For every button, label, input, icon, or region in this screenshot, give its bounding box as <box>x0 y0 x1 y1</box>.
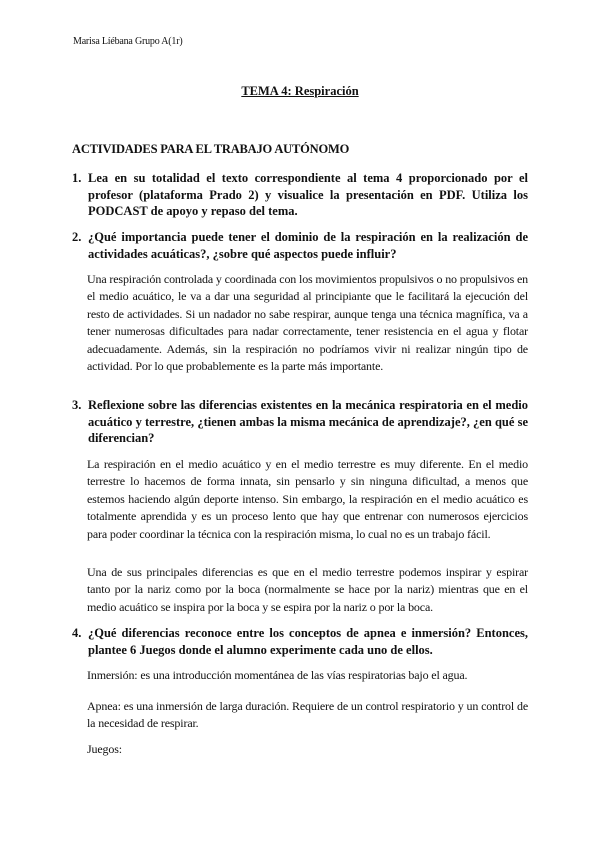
question-1 <box>72 170 528 220</box>
question-number: 1. <box>72 171 82 185</box>
answer-3-paragraph-2: Una de sus principales diferencias es que en el medio terrestre podemos inspirar y espirar tanto por la nariz como por la boca (normalmente se hace por la nariz) mientras que en el medio acuático se inspira por la boca y se espira por la nariz o por la boca. <box>87 565 528 614</box>
question-text: ¿Qué diferencias reconoce entre los conceptos de apnea e inmersión? Entonces, plantee 6 Juegos donde el alumno experimente cada uno de ellos. <box>88 626 528 657</box>
answer-2-paragraph: Una respiración controlada y coordinada con los movimientos propulsivos o no propulsivos en el medio acuático, le va a dar una seguridad al principiante que le facilitará la ejecución del resto de actividades. Si un nadador no sabe respirar, aunque tenga una técnica magnífica, va a tener numerosas dificultades para nadar correctamente, tener resistencia en el agua y flotar adecuadamente. Además, sin la respiración no podríamos vivir ni realizar ningún tipo de actividad. Por lo que probablemente es la parte más importante. <box>87 272 528 374</box>
question-text: Lea en su totalidad el texto correspondiente al tema 4 proporcionado por el profesor (plataforma Prado 2) y visualice la presentación en PDF. Utiliza los PODCAST de apoyo y repaso del tema. <box>88 171 528 218</box>
question-4 <box>72 625 528 658</box>
question-text: Reflexione sobre las diferencias existentes en la mecánica respiratoria en el medio acuático y terrestre, ¿tienen ambas la misma mecánica de aprendizaje?, ¿en qué se diferencian? <box>88 398 528 445</box>
answer-4-juegos: Juegos: <box>87 742 122 756</box>
answer-3-paragraph-1: La respiración en el medio acuático y en el medio terrestre es muy diferente. En el medio terrestre lo hacemos de forma innata, sin pensarlo y sin ninguna dificultad, a menos que estemos haciendo algún deporte intenso. Sin embargo, la respiración en el medio acuático es totalmente aprendida y es un proceso lento que hay que entrenar con numerosos ejercicios para poder coordinar la técnica con la respiración misma, lo cual no es un trabajo fácil. <box>87 457 528 541</box>
question-3 <box>72 397 528 447</box>
page-header-author: Marisa Líébana Grupo A(1r) <box>73 36 183 47</box>
question-number: 2. <box>72 230 82 244</box>
section-heading: ACTIVIDADES PARA EL TRABAJO AUTÓNOMO <box>72 142 350 156</box>
question-number: 4. <box>72 626 82 640</box>
answer-4-inmersion: Inmersión: es una introducción momentánea de las vías respiratorias bajo el agua. <box>87 668 468 682</box>
question-text: ¿Qué importancia puede tener el dominio de la respiración en la realización de actividades acuáticas?, ¿sobre qué aspectos puede influir? <box>88 230 528 261</box>
answer-4-apnea: Apnea: es una inmersión de larga duración. Requiere de un control respiratorio y un control de la necesidad de respirar. <box>87 699 528 731</box>
page-title: TEMA 4: Respiración <box>241 84 359 98</box>
question-number: 3. <box>72 398 82 412</box>
question-2 <box>72 229 528 262</box>
